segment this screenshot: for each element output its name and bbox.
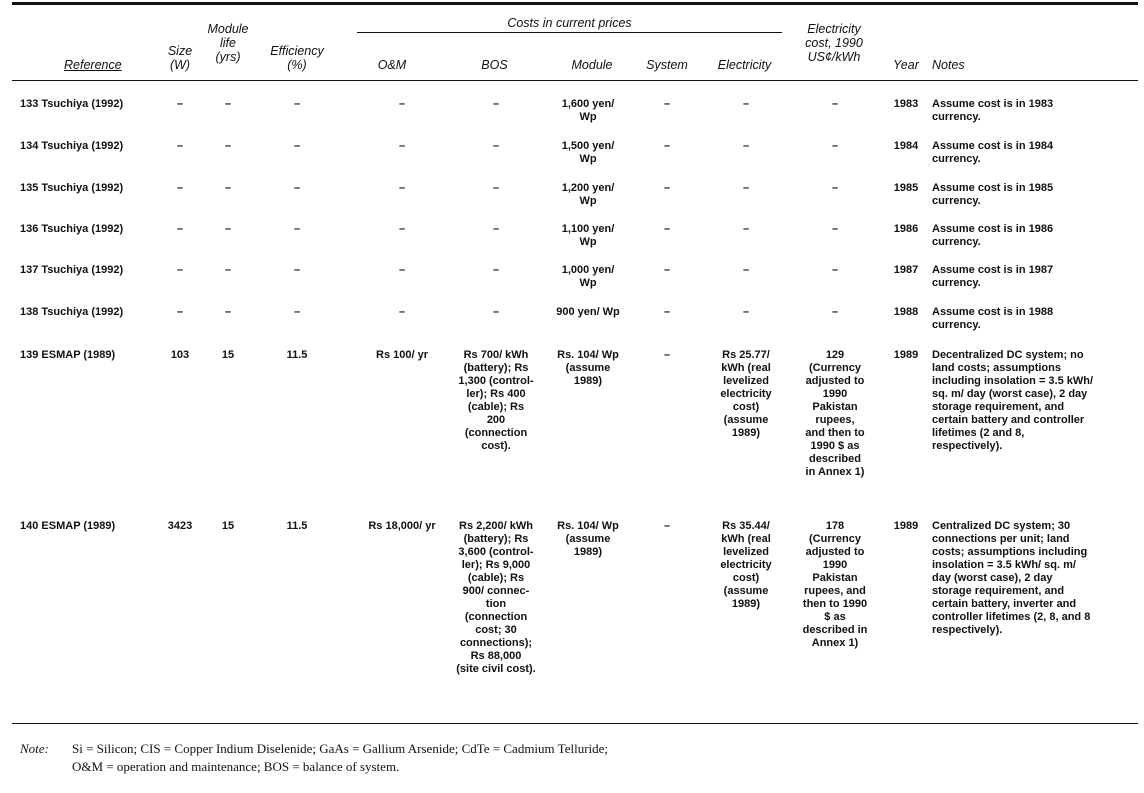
cell-reference: 134 Tsuchiya (1992) <box>20 140 124 152</box>
header-electricity-cost-1990: Electricity cost, 1990 US¢/kWh <box>805 22 863 64</box>
cell-reference: 136 Tsuchiya (1992) <box>20 223 124 235</box>
cell-bos: – <box>492 182 500 194</box>
document-page <box>12 0 1138 793</box>
cell-notes: Assume cost is in 1983 currency. <box>932 98 1054 123</box>
cell-electricity-cost-1990: 129 (Currency adjusted to 1990 Pakistan rupees, and then to 1990 $ as described in Annex 1) <box>805 349 865 478</box>
cell-module: 1,000 yen/ Wp <box>561 264 615 289</box>
cell-notes: Centralized DC system; 30 connections per unit; land costs; assumptions including insolation = 3.5 kWh/ sq. m/ day (worst case), 2 day storage requirement, and certain battery, inverter and controller lifetimes (2, 8, and 8 respectively). <box>932 520 1091 636</box>
cell-system: – <box>663 140 671 152</box>
header-efficiency: Efficiency (%) <box>270 44 324 72</box>
cell-efficiency: – <box>293 140 301 152</box>
cell-bos: Rs 700/ kWh (battery); Rs 1,300 (control- ler); Rs 400 (cable); Rs 200 (connection cost). <box>458 349 534 452</box>
cell-bos: – <box>492 98 500 110</box>
cell-om: – <box>398 223 406 235</box>
cell-system: – <box>663 264 671 276</box>
cell-notes: Assume cost is in 1988 currency. <box>932 306 1054 331</box>
cell-reference: 133 Tsuchiya (1992) <box>20 98 124 110</box>
cell-electricity-cost-1990: – <box>831 140 839 152</box>
cell-efficiency: – <box>293 182 301 194</box>
cell-electricity: Rs 25.77/ kWh (real levelized electricity cost) (assume 1989) <box>720 349 772 439</box>
cell-electricity-cost-1990: – <box>831 306 839 318</box>
cell-bos: Rs 2,200/ kWh (battery); Rs 3,600 (control- ler); Rs 9,000 (cable); Rs 900/ connec- tion (connection cost; 30 connections); Rs 88,000 (site civil cost). <box>456 520 536 675</box>
cell-bos: – <box>492 140 500 152</box>
cell-size: – <box>176 98 184 110</box>
cell-system: – <box>663 98 671 110</box>
cell-size: – <box>176 264 184 276</box>
cell-om: Rs 100/ yr <box>376 349 428 361</box>
cell-system: – <box>663 223 671 235</box>
cell-efficiency: 11.5 <box>286 520 308 532</box>
note-line-2: O&M = operation and maintenance; BOS = balance of system. <box>72 759 400 774</box>
cell-size: – <box>176 182 184 194</box>
cell-bos: – <box>492 264 500 276</box>
cell-year: 1988 <box>893 306 919 318</box>
cell-om: – <box>398 140 406 152</box>
cell-efficiency: – <box>293 264 301 276</box>
costs-group-header: Costs in current prices <box>507 16 632 30</box>
cell-size: 103 <box>170 349 190 361</box>
cell-om: – <box>398 98 406 110</box>
top-rule <box>12 2 1138 5</box>
cell-module-life: – <box>224 182 232 194</box>
cell-electricity-cost-1990: – <box>831 264 839 276</box>
cell-reference: 138 Tsuchiya (1992) <box>20 306 124 318</box>
cell-om: Rs 18,000/ yr <box>368 520 436 532</box>
cell-module: 1,200 yen/ Wp <box>561 182 615 207</box>
header-module: Module <box>571 58 613 72</box>
cell-efficiency: – <box>293 98 301 110</box>
cell-notes: Assume cost is in 1984 currency. <box>932 140 1054 165</box>
cell-year: 1983 <box>893 98 919 110</box>
cell-electricity: – <box>742 223 750 235</box>
cell-module: 1,500 yen/ Wp <box>561 140 615 165</box>
cell-year: 1985 <box>893 182 919 194</box>
cell-notes: Assume cost is in 1987 currency. <box>932 264 1054 289</box>
cell-reference: 135 Tsuchiya (1992) <box>20 182 124 194</box>
cell-reference: 140 ESMAP (1989) <box>20 520 116 532</box>
cell-size: – <box>176 306 184 318</box>
note-line-1: Si = Silicon; CIS = Copper Indium Diselenide; GaAs = Gallium Arsenide; CdTe = Cadmium Telluride; <box>72 741 609 756</box>
cell-size: – <box>176 223 184 235</box>
header-system: System <box>646 58 688 72</box>
cell-module: 1,600 yen/ Wp <box>561 98 615 123</box>
cell-bos: – <box>492 306 500 318</box>
cell-system: – <box>663 520 671 532</box>
cell-efficiency: – <box>293 306 301 318</box>
bottom-rule <box>12 723 1138 724</box>
costs-group-rule <box>357 32 782 33</box>
cell-module: Rs. 104/ Wp (assume 1989) <box>557 349 619 387</box>
cell-module-life: – <box>224 264 232 276</box>
cell-om: – <box>398 306 406 318</box>
cell-system: – <box>663 182 671 194</box>
header-bos: BOS <box>481 58 508 72</box>
cell-reference: 139 ESMAP (1989) <box>20 349 116 361</box>
cell-module-life: – <box>224 140 232 152</box>
cell-notes: Assume cost is in 1985 currency. <box>932 182 1054 207</box>
cell-module-life: 15 <box>221 520 235 532</box>
cell-om: – <box>398 182 406 194</box>
note-label: Note: <box>20 741 49 756</box>
cell-module-life: – <box>224 223 232 235</box>
cell-electricity-cost-1990: – <box>831 98 839 110</box>
cell-electricity-cost-1990: – <box>831 182 839 194</box>
cell-system: – <box>663 306 671 318</box>
cell-module-life: – <box>224 306 232 318</box>
cell-size: – <box>176 140 184 152</box>
cell-notes: Decentralized DC system; no land costs; assumptions including insolation = 3.5 kWh/ sq. m/ day (worst case), 2 day storage requirement, and certain battery and controller lifetimes (2 and 8, respectively). <box>932 349 1094 452</box>
header-rule <box>12 80 1138 81</box>
cell-module: 900 yen/ Wp <box>556 306 620 318</box>
cell-electricity: – <box>742 306 750 318</box>
header-year: Year <box>893 58 919 72</box>
cell-year: 1986 <box>893 223 919 235</box>
cell-year: 1984 <box>893 140 919 152</box>
cell-electricity: – <box>742 182 750 194</box>
cell-efficiency: 11.5 <box>286 349 308 361</box>
cell-year: 1989 <box>893 520 919 532</box>
cell-module: Rs. 104/ Wp (assume 1989) <box>557 520 619 558</box>
header-module-life: Module life (yrs) <box>207 22 249 64</box>
cell-module-life: – <box>224 98 232 110</box>
cell-size: 3423 <box>167 520 193 532</box>
cell-om: – <box>398 264 406 276</box>
cell-system: – <box>663 349 671 361</box>
cell-bos: – <box>492 223 500 235</box>
header-om: O&M <box>377 58 407 72</box>
cell-reference: 137 Tsuchiya (1992) <box>20 264 124 276</box>
header-notes: Notes <box>932 58 965 72</box>
header-electricity: Electricity <box>717 58 772 72</box>
cell-electricity: – <box>742 98 750 110</box>
cell-module-life: 15 <box>221 349 235 361</box>
cell-electricity-cost-1990: 178 (Currency adjusted to 1990 Pakistan rupees, and then to 1990 $ as described in Annex 1) <box>802 520 868 649</box>
cell-year: 1989 <box>893 349 919 361</box>
cell-electricity-cost-1990: – <box>831 223 839 235</box>
cell-electricity: – <box>742 140 750 152</box>
header-size: Size (W) <box>167 44 193 72</box>
cell-electricity: – <box>742 264 750 276</box>
cell-year: 1987 <box>893 264 919 276</box>
cell-notes: Assume cost is in 1986 currency. <box>932 223 1054 248</box>
cell-efficiency: – <box>293 223 301 235</box>
cell-electricity: Rs 35.44/ kWh (real levelized electricity cost) (assume 1989) <box>720 520 772 610</box>
cell-module: 1,100 yen/ Wp <box>561 223 615 248</box>
header-reference: Reference <box>64 58 122 72</box>
